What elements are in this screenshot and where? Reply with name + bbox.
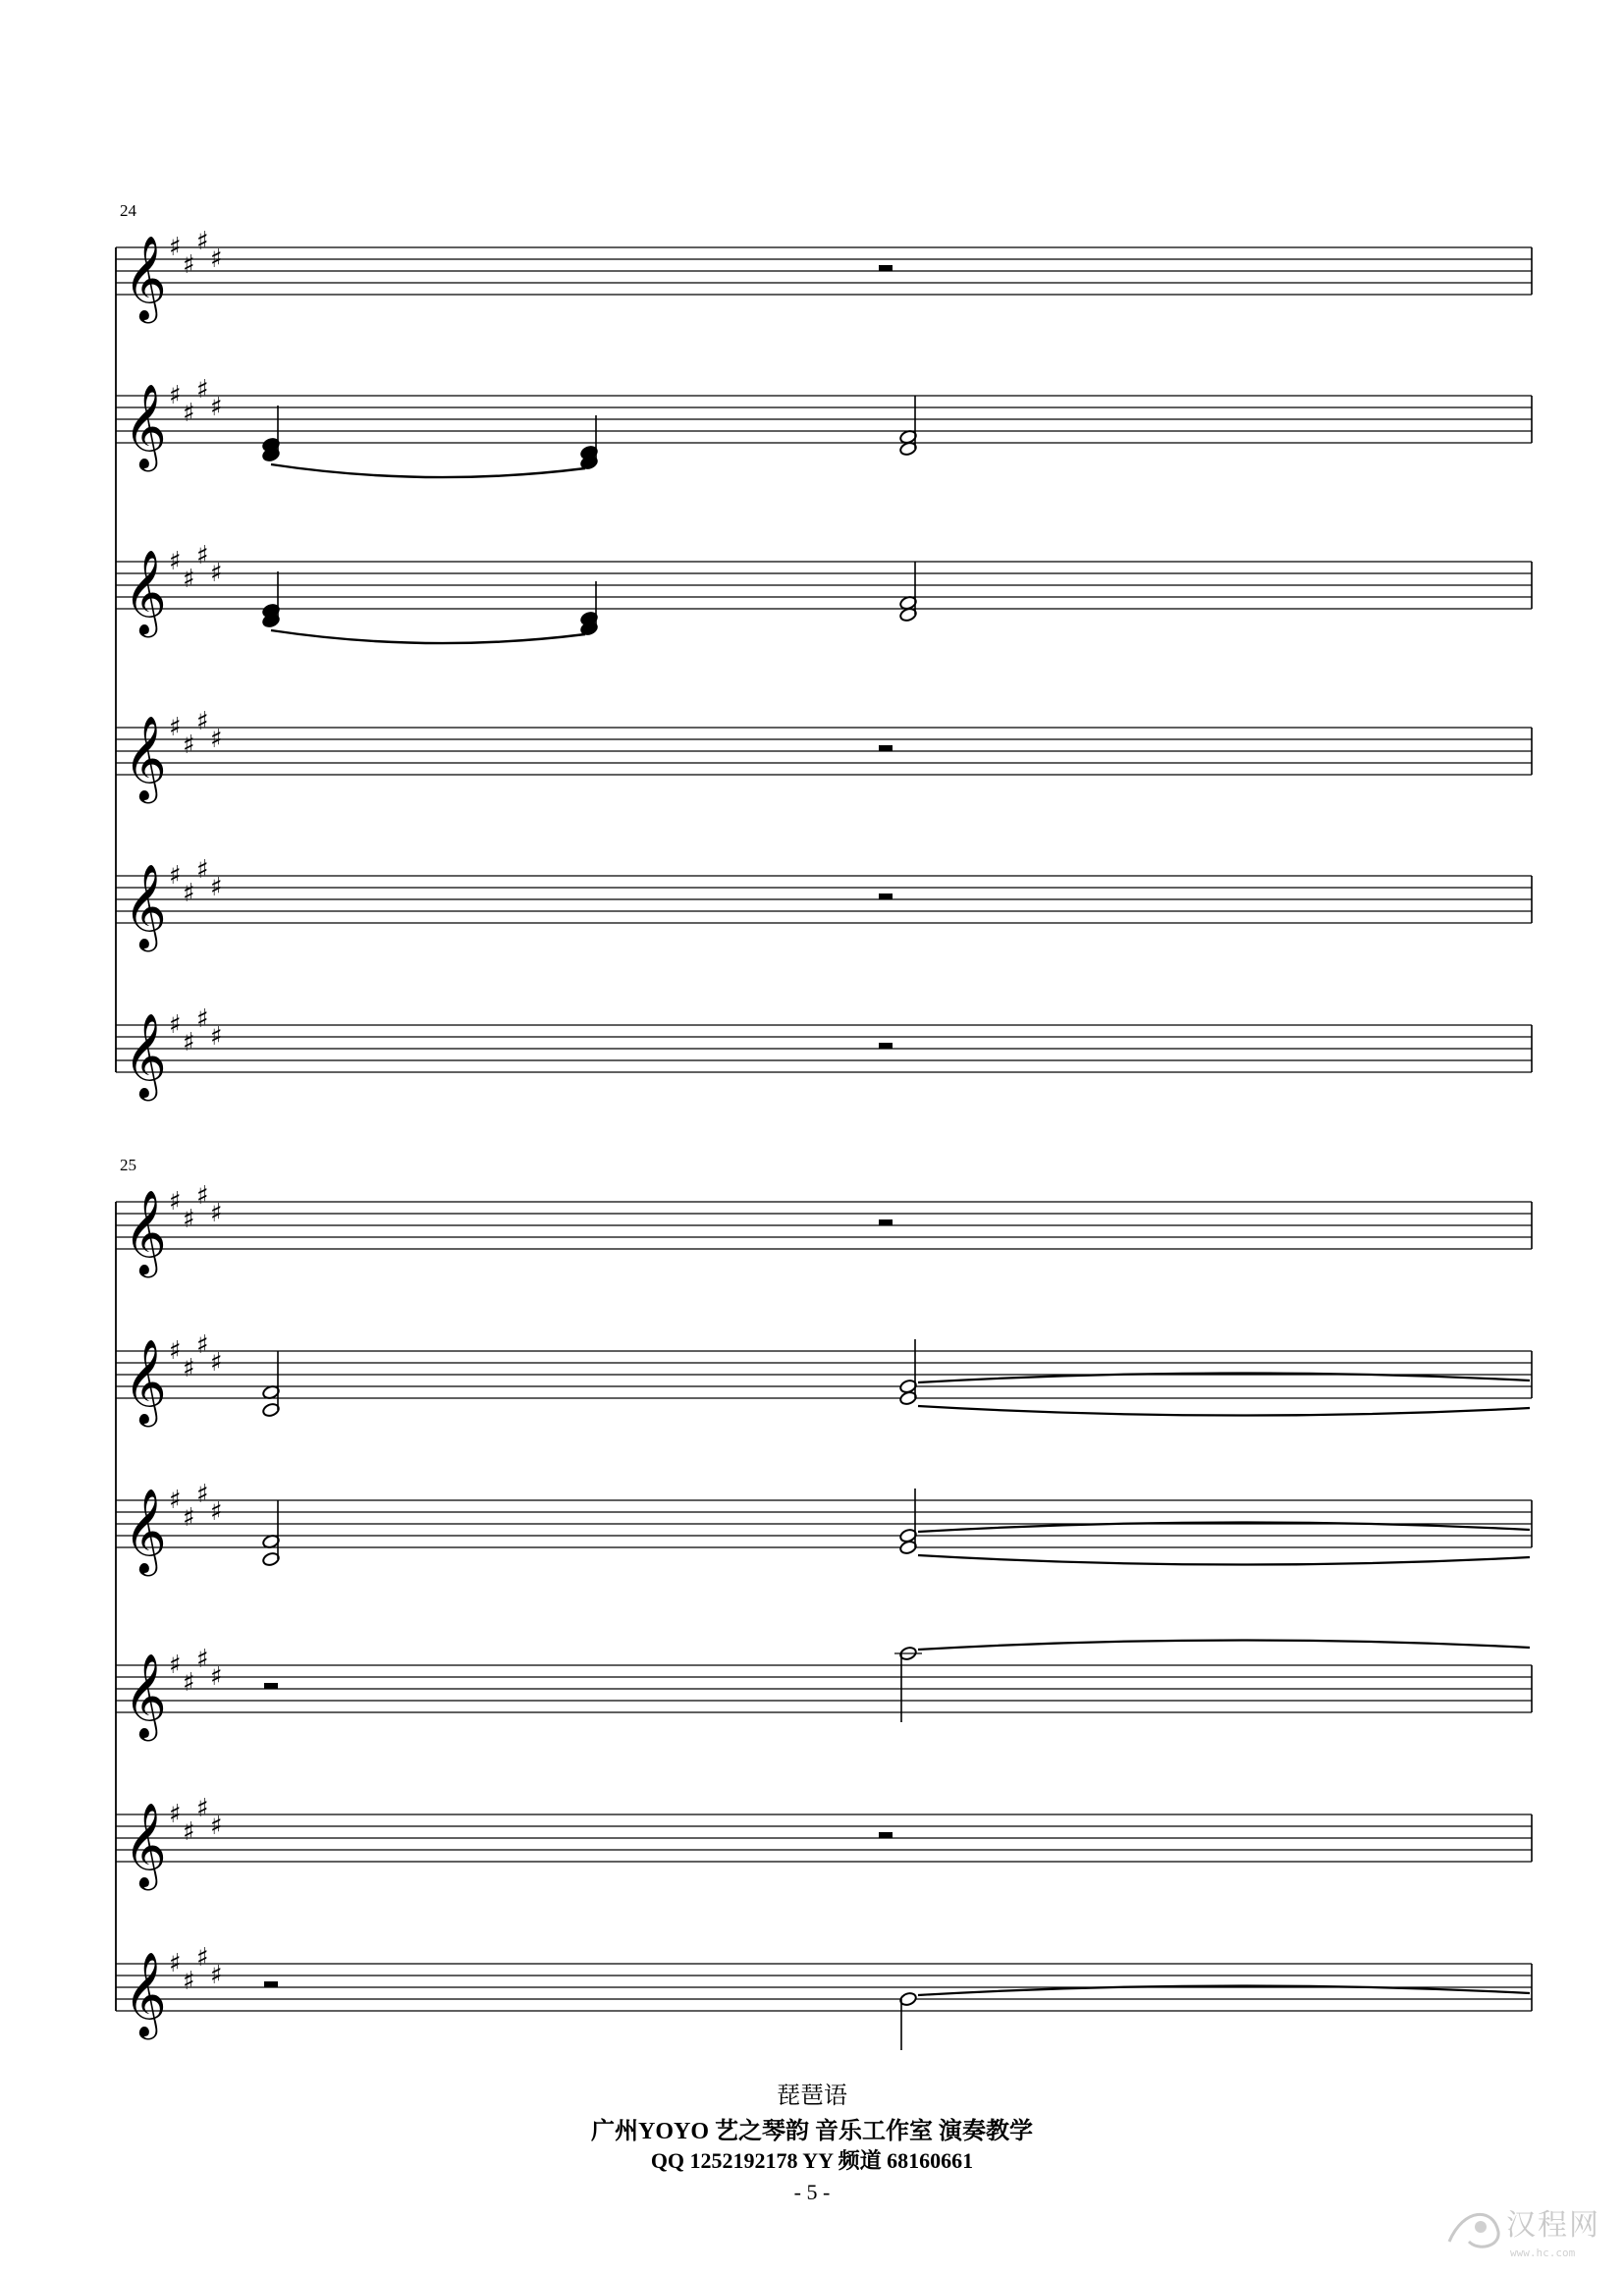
sharp-icon: ♯	[210, 1348, 223, 1378]
page-number: - 5 -	[793, 2180, 831, 2204]
sharp-icon: ♯	[196, 707, 209, 736]
sharp-icon: ♯	[183, 565, 195, 594]
treble-clef-icon: 𝄞	[124, 1489, 167, 1573]
sharp-icon: ♯	[196, 541, 209, 570]
half-rest-icon	[879, 1043, 893, 1049]
tie-curve	[918, 1640, 1530, 1650]
staff-1-system-1	[116, 227, 1532, 324]
sharp-icon: ♯	[169, 1187, 182, 1217]
sharp-icon: ♯	[183, 879, 195, 908]
sharp-icon: ♯	[169, 233, 182, 262]
staff-6-system-1	[116, 1004, 1532, 1102]
sharp-icon: ♯	[183, 1028, 195, 1057]
sharp-icon: ♯	[210, 559, 223, 588]
sharp-icon: ♯	[196, 1330, 209, 1360]
treble-clef-icon: 𝄞	[124, 716, 167, 800]
sharp-icon: ♯	[196, 1004, 209, 1034]
treble-clef-icon: 𝄞	[124, 1013, 167, 1098]
sharp-icon: ♯	[210, 1022, 223, 1052]
sharp-icon: ♯	[169, 861, 182, 891]
treble-clef-icon: 𝄞	[124, 1803, 167, 1887]
sharp-icon: ♯	[210, 1812, 223, 1841]
sharp-icon: ♯	[196, 1480, 209, 1509]
sharp-icon: ♯	[169, 1800, 182, 1829]
hanxiao-logo-icon	[1439, 2188, 1606, 2266]
half-rest-icon	[879, 745, 893, 751]
sharp-icon: ♯	[183, 1817, 195, 1847]
sharp-icon: ♯	[196, 1943, 209, 1973]
footer-title: 琵琶语	[777, 2084, 847, 2109]
sharp-icon: ♯	[196, 227, 209, 256]
treble-clef-icon: 𝄞	[124, 864, 167, 948]
sharp-icon: ♯	[169, 547, 182, 576]
staff-5-system-2	[116, 1794, 1532, 1891]
svg-text:www.hc.com: www.hc.com	[1510, 2247, 1576, 2259]
staves	[116, 227, 1532, 2040]
treble-clef-icon: 𝄞	[124, 236, 167, 320]
sharp-icon: ♯	[183, 399, 195, 428]
staff-5-system-1	[116, 855, 1532, 952]
sharp-icon: ♯	[183, 250, 195, 280]
staff-3-system-1	[116, 541, 1532, 638]
treble-clef-icon: 𝄞	[124, 1339, 167, 1424]
treble-clef-icon: 𝄞	[124, 1952, 167, 2036]
tie-curve	[271, 464, 585, 477]
sharp-icon: ♯	[183, 1503, 195, 1533]
tie-curve	[918, 1555, 1530, 1565]
svg-text:汉: 汉	[1506, 2208, 1536, 2243]
treble-clef-icon: 𝄞	[124, 1190, 167, 1274]
staff-3-system-2	[116, 1480, 1532, 1577]
sharp-icon: ♯	[196, 855, 209, 885]
tie-curve	[271, 630, 585, 643]
sharp-icon: ♯	[210, 725, 223, 754]
sharp-icon: ♯	[196, 375, 209, 405]
sharp-icon: ♯	[210, 873, 223, 902]
sharp-icon: ♯	[183, 1668, 195, 1698]
half-rest-icon	[879, 1219, 893, 1225]
half-rest-icon	[879, 1832, 893, 1838]
sharp-icon: ♯	[210, 1497, 223, 1527]
sharp-icon: ♯	[169, 1010, 182, 1040]
half-rest-icon	[879, 265, 893, 271]
tie-curve	[918, 1406, 1530, 1416]
staff-4-system-2	[116, 1645, 1532, 1742]
sharp-icon: ♯	[169, 1486, 182, 1515]
half-rest-icon	[264, 1981, 278, 1987]
staff-4-system-1	[116, 707, 1532, 804]
staff-2-system-2	[116, 1330, 1532, 1428]
sharp-icon: ♯	[183, 731, 195, 760]
measure-number-24: 24	[120, 201, 136, 220]
sharp-icon: ♯	[169, 1949, 182, 1978]
sharp-icon: ♯	[210, 393, 223, 422]
staff-1-system-2	[116, 1181, 1532, 1278]
sharp-icon: ♯	[169, 381, 182, 410]
sharp-icon: ♯	[183, 1967, 195, 1996]
half-rest-icon	[879, 893, 893, 899]
sharp-icon: ♯	[169, 1336, 182, 1366]
staff-6-system-2	[116, 1943, 1532, 2040]
footer-studio: 广州YOYO 艺之琴韵 音乐工作室 演奏教学	[591, 2119, 1033, 2144]
treble-clef-icon: 𝄞	[124, 1653, 167, 1738]
treble-clef-icon: 𝄞	[124, 550, 167, 634]
staff-2-system-1	[116, 375, 1532, 472]
notes	[262, 265, 1530, 2050]
measure-number-25: 25	[120, 1156, 136, 1174]
sharp-icon: ♯	[183, 1205, 195, 1234]
sharp-icon: ♯	[196, 1645, 209, 1674]
svg-text:程: 程	[1538, 2208, 1567, 2243]
sharp-icon: ♯	[183, 1354, 195, 1383]
sharp-icon: ♯	[196, 1794, 209, 1823]
svg-text:网: 网	[1569, 2208, 1598, 2243]
sharp-icon: ♯	[210, 244, 223, 274]
sharp-icon: ♯	[169, 713, 182, 742]
sharp-icon: ♯	[169, 1651, 182, 1680]
sharp-icon: ♯	[196, 1181, 209, 1211]
footer-contact: QQ 1252192178 YY 频道 68160661	[650, 2148, 974, 2173]
sharp-icon: ♯	[210, 1961, 223, 1990]
treble-clef-icon: 𝄞	[124, 384, 167, 468]
sharp-icon: ♯	[210, 1662, 223, 1692]
sharp-icon: ♯	[210, 1199, 223, 1228]
half-rest-icon	[264, 1683, 278, 1689]
